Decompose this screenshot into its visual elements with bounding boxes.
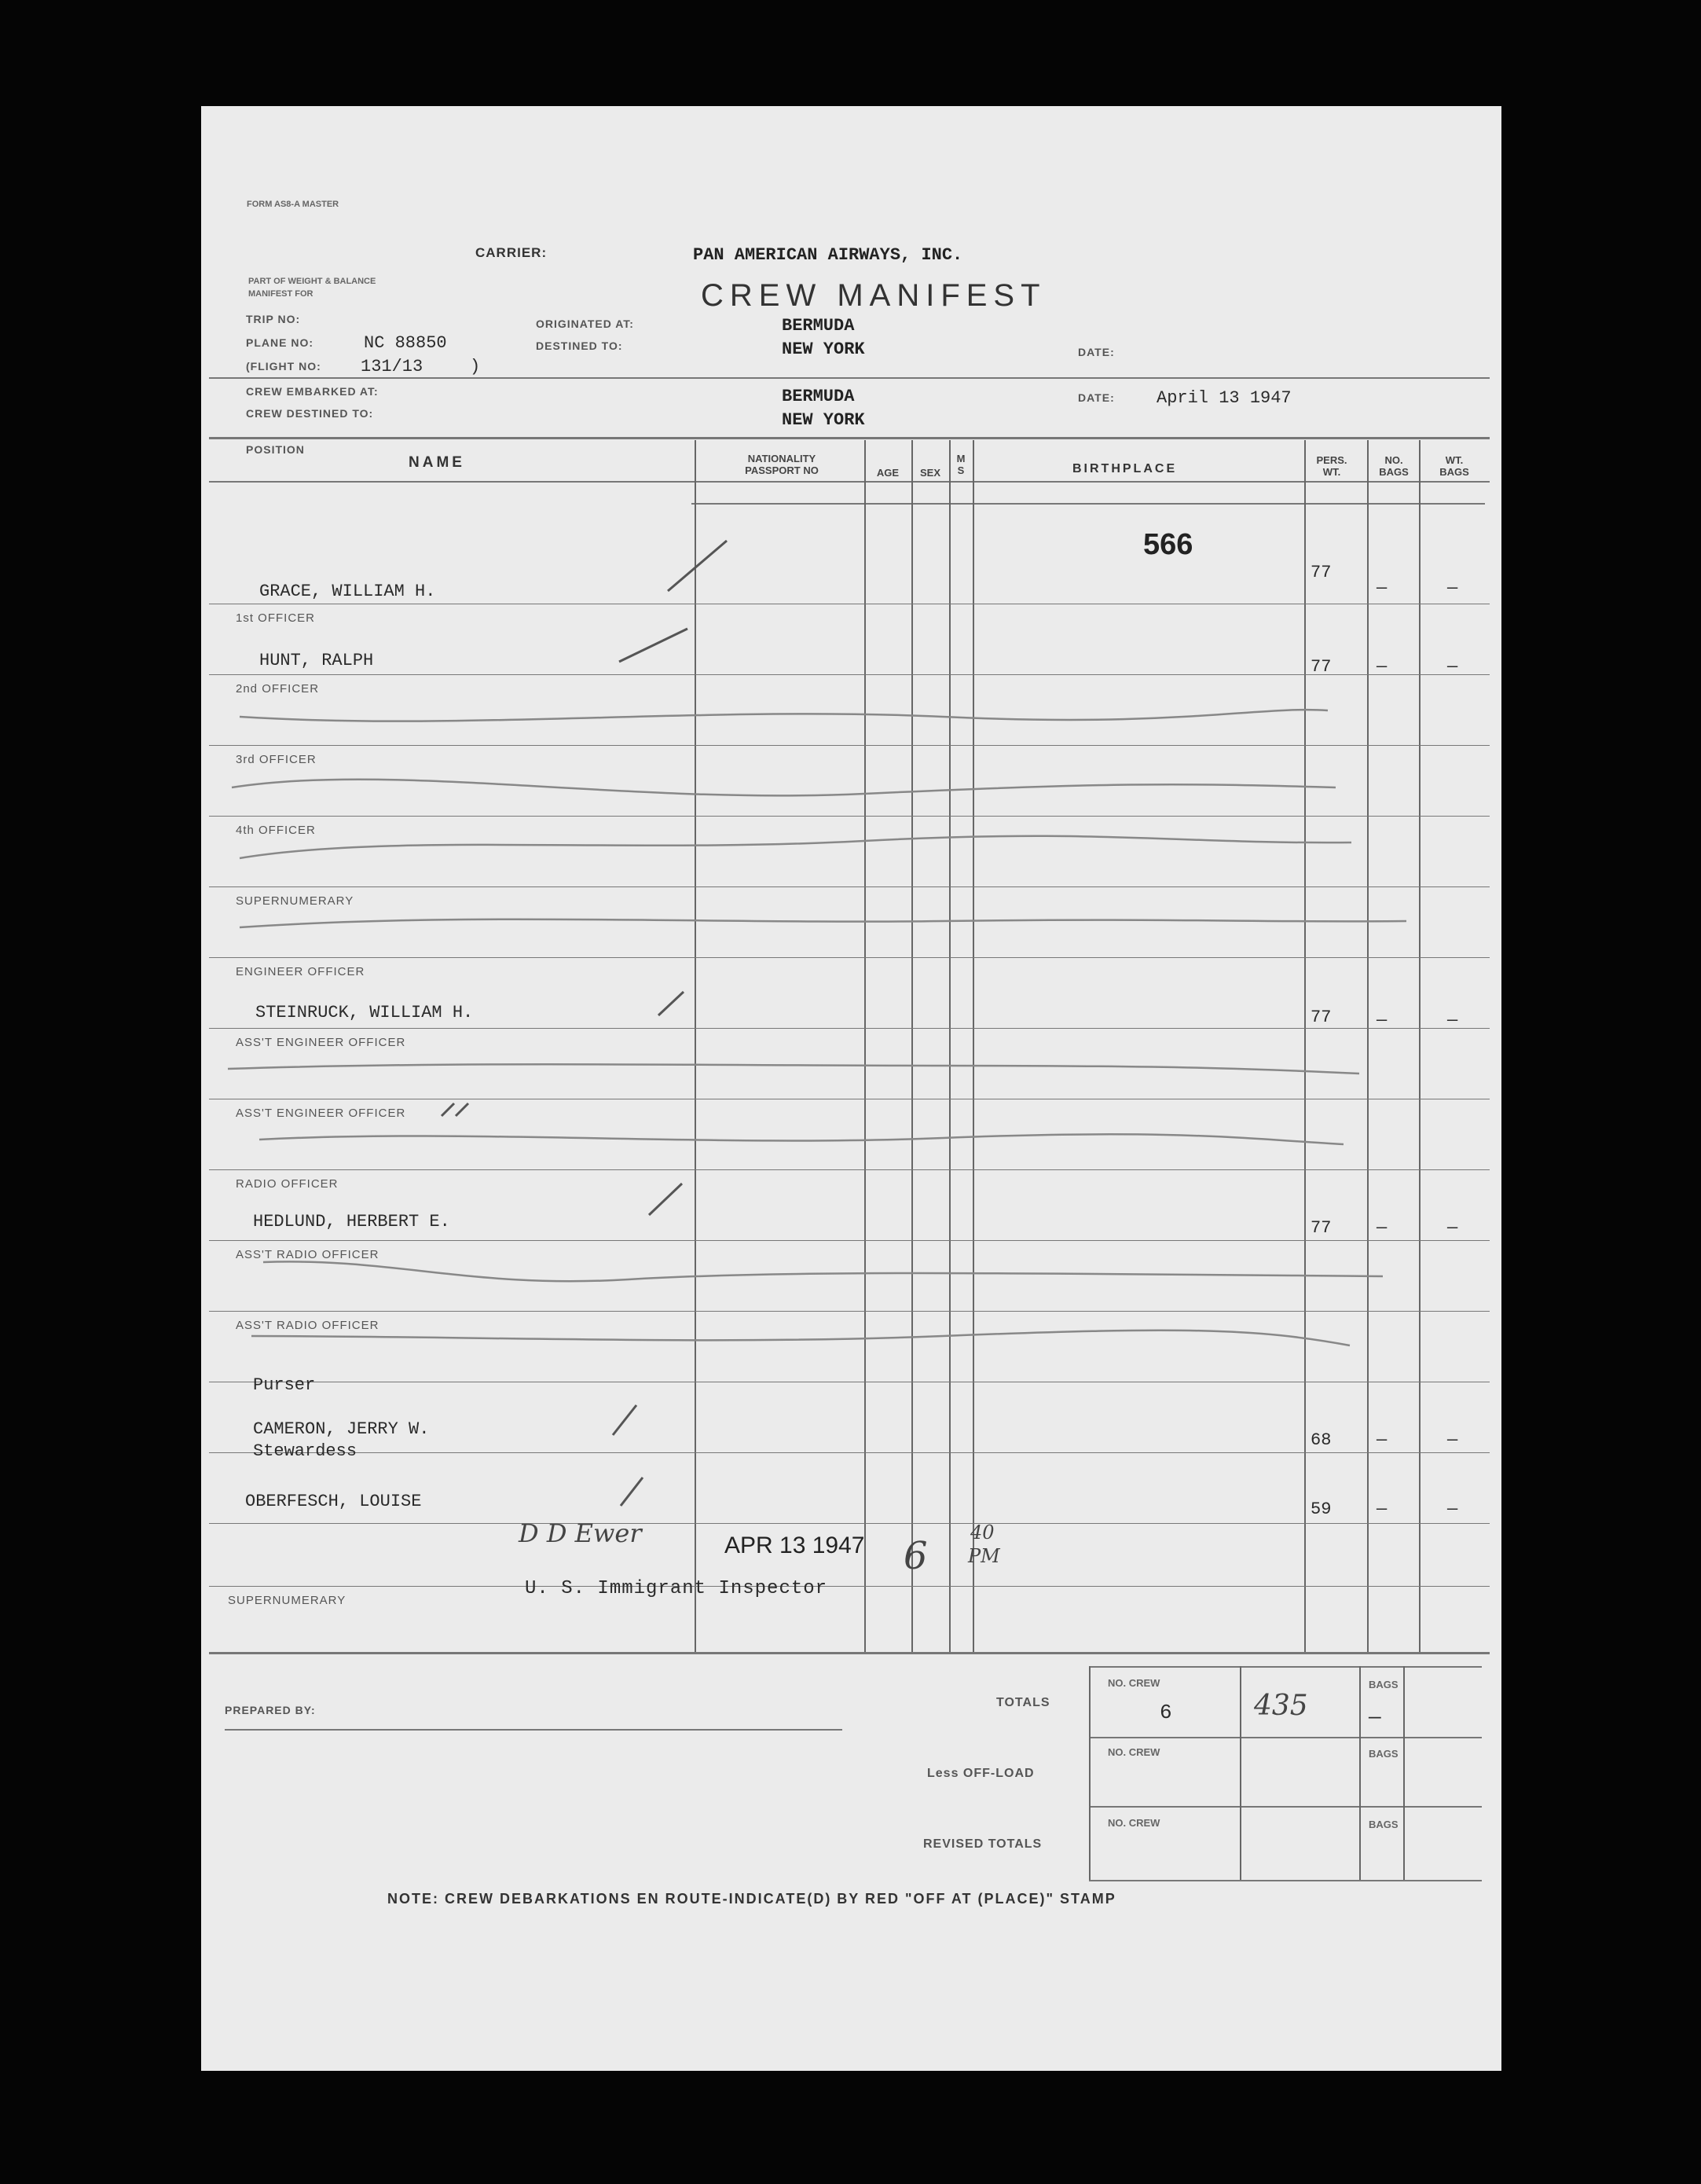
- check-mark: [658, 992, 684, 1015]
- totals-weight: 435: [1254, 1690, 1308, 1722]
- strike-line: [263, 1261, 1383, 1281]
- crew-wt-bags: —: [1447, 1011, 1458, 1030]
- check-mark: [668, 541, 727, 591]
- check-mark: [442, 1103, 468, 1116]
- position-label: ASS'T RADIO OFFICER: [236, 1319, 379, 1332]
- footer-note: NOTE: CREW DEBARKATIONS EN ROUTE-INDICATE(D) BY RED "OFF AT (PLACE)" STAMP: [387, 1891, 1116, 1907]
- stamp-time-hour: 6: [904, 1534, 928, 1578]
- position-label: Stewardess: [253, 1441, 357, 1461]
- position-label: ENGINEER OFFICER: [236, 965, 365, 978]
- crew-wt-bags: —: [1447, 657, 1458, 677]
- destined-label: DESTINED TO:: [536, 340, 623, 352]
- crew-wt-bags: —: [1447, 1430, 1458, 1450]
- trip-no-label: TRIP NO:: [246, 313, 301, 325]
- strike-line: [240, 710, 1328, 721]
- position-label: SUPERNUMERARY: [228, 1594, 346, 1607]
- col-wt-bags: WT. BAGS: [1439, 454, 1469, 478]
- check-mark: [649, 1184, 682, 1215]
- date-label-2: DATE:: [1078, 391, 1115, 404]
- crew-bags: —: [1377, 657, 1388, 677]
- bags-label: BAGS: [1369, 1748, 1399, 1760]
- crew-destined-label: CREW DESTINED TO:: [246, 407, 374, 420]
- carrier-label: CARRIER:: [475, 245, 548, 260]
- stamp-number: 566: [1143, 528, 1193, 561]
- crew-name: GRACE, WILLIAM H.: [259, 582, 436, 601]
- crew-wt-bags: —: [1447, 578, 1458, 598]
- check-mark: [619, 629, 687, 662]
- crew-weight: 77: [1311, 657, 1332, 677]
- no-crew-label: NO. CREW: [1108, 1746, 1160, 1758]
- plane-no-label: PLANE NO:: [246, 336, 313, 349]
- col-sex: SEX: [919, 467, 940, 479]
- col-nationality: NATIONALITY PASSPORT NO: [745, 453, 819, 476]
- revised-totals-label: REVISED TOTALS: [923, 1837, 1043, 1851]
- position-label: SUPERNUMERARY: [236, 894, 354, 908]
- strike-line: [259, 1134, 1344, 1144]
- crew-weight: 77: [1311, 563, 1332, 582]
- crew-bags: —: [1377, 1430, 1388, 1450]
- col-position: POSITION: [246, 443, 305, 456]
- crew-name: OBERFESCH, LOUISE: [245, 1492, 422, 1511]
- manifest-for-label: MANIFEST FOR: [248, 289, 313, 299]
- crew-name: CAMERON, JERRY W.: [253, 1419, 430, 1439]
- position-label: ASS'T ENGINEER OFFICER: [236, 1036, 406, 1049]
- date-label-1: DATE:: [1078, 346, 1115, 358]
- date-value: April 13 1947: [1157, 388, 1292, 408]
- inspector-signature: D D Ewer: [519, 1518, 642, 1548]
- col-ms: M S: [956, 453, 966, 476]
- crew-name: STEINRUCK, WILLIAM H.: [255, 1003, 474, 1022]
- no-crew-label: NO. CREW: [1108, 1677, 1160, 1689]
- plane-no-value: NC 88850: [364, 333, 447, 353]
- col-no-bags: NO. BAGS: [1379, 454, 1409, 478]
- position-label: 2nd OFFICER: [236, 682, 320, 696]
- stamp-time-min: 40: [970, 1521, 995, 1543]
- totals-label: TOTALS: [996, 1696, 1050, 1709]
- embarked-value: BERMUDA: [782, 387, 855, 406]
- crew-name: HUNT, RALPH: [259, 651, 374, 670]
- no-crew-label: NO. CREW: [1108, 1817, 1160, 1829]
- form-number: FORM AS8-A MASTER: [247, 200, 339, 209]
- position-label: 4th OFFICER: [236, 824, 316, 837]
- bags-label: BAGS: [1369, 1819, 1399, 1830]
- crew-weight: 59: [1311, 1499, 1332, 1519]
- position-label: 1st OFFICER: [236, 611, 316, 625]
- col-age: AGE: [876, 467, 900, 479]
- crew-destined-value: NEW YORK: [782, 410, 865, 430]
- originated-label: ORIGINATED AT:: [536, 318, 634, 330]
- totals-bags: —: [1369, 1705, 1381, 1729]
- check-mark: [621, 1477, 643, 1506]
- crew-weight: 68: [1311, 1430, 1332, 1450]
- col-pers-wt: PERS. WT.: [1316, 454, 1347, 478]
- crew-wt-bags: —: [1447, 1218, 1458, 1238]
- col-name: NAME: [409, 454, 465, 471]
- flight-no-label: (FLIGHT NO:: [246, 360, 321, 373]
- crew-wt-bags: —: [1447, 1499, 1458, 1519]
- destined-value: NEW YORK: [782, 340, 865, 359]
- crew-bags: —: [1377, 1011, 1388, 1030]
- carrier-value: PAN AMERICAN AIRWAYS, INC.: [693, 245, 963, 265]
- totals-crew: 6: [1160, 1701, 1172, 1724]
- strike-line: [240, 919, 1406, 927]
- less-offload-label: Less OFF-LOAD: [927, 1767, 1035, 1780]
- strike-line: [228, 1064, 1359, 1074]
- strike-line: [232, 780, 1336, 796]
- position-label: ASS'T RADIO OFFICER: [236, 1248, 379, 1261]
- stamp-date: APR 13 1947: [724, 1532, 865, 1558]
- position-label: ASS'T ENGINEER OFFICER: [236, 1107, 406, 1120]
- crew-bags: —: [1377, 1218, 1388, 1238]
- crew-name: HEDLUND, HERBERT E.: [253, 1212, 450, 1231]
- crew-weight: 77: [1311, 1008, 1332, 1027]
- strike-line: [240, 836, 1351, 858]
- page-title: CREW MANIFEST: [701, 278, 1047, 313]
- bags-label: BAGS: [1369, 1679, 1399, 1690]
- flight-no-close: ): [470, 357, 481, 376]
- check-mark: [613, 1405, 636, 1435]
- originated-value: BERMUDA: [782, 316, 855, 336]
- position-label: Purser: [253, 1375, 316, 1395]
- position-label: RADIO OFFICER: [236, 1177, 339, 1191]
- col-birthplace: BIRTHPLACE: [1072, 462, 1178, 475]
- flight-no-value: 131/13: [361, 357, 423, 376]
- crew-bags: —: [1377, 578, 1388, 598]
- embarked-label: CREW EMBARKED AT:: [246, 385, 379, 398]
- position-label: 3rd OFFICER: [236, 753, 317, 766]
- strike-line: [251, 1331, 1350, 1345]
- prepared-by-label: PREPARED BY:: [225, 1704, 316, 1716]
- part-of-label: PART OF WEIGHT & BALANCE: [248, 277, 376, 286]
- crew-weight: 77: [1311, 1218, 1332, 1238]
- crew-bags: —: [1377, 1499, 1388, 1519]
- stamp-time-ampm: PM: [968, 1545, 1000, 1567]
- inspector-title: U. S. Immigrant Inspector: [525, 1578, 828, 1599]
